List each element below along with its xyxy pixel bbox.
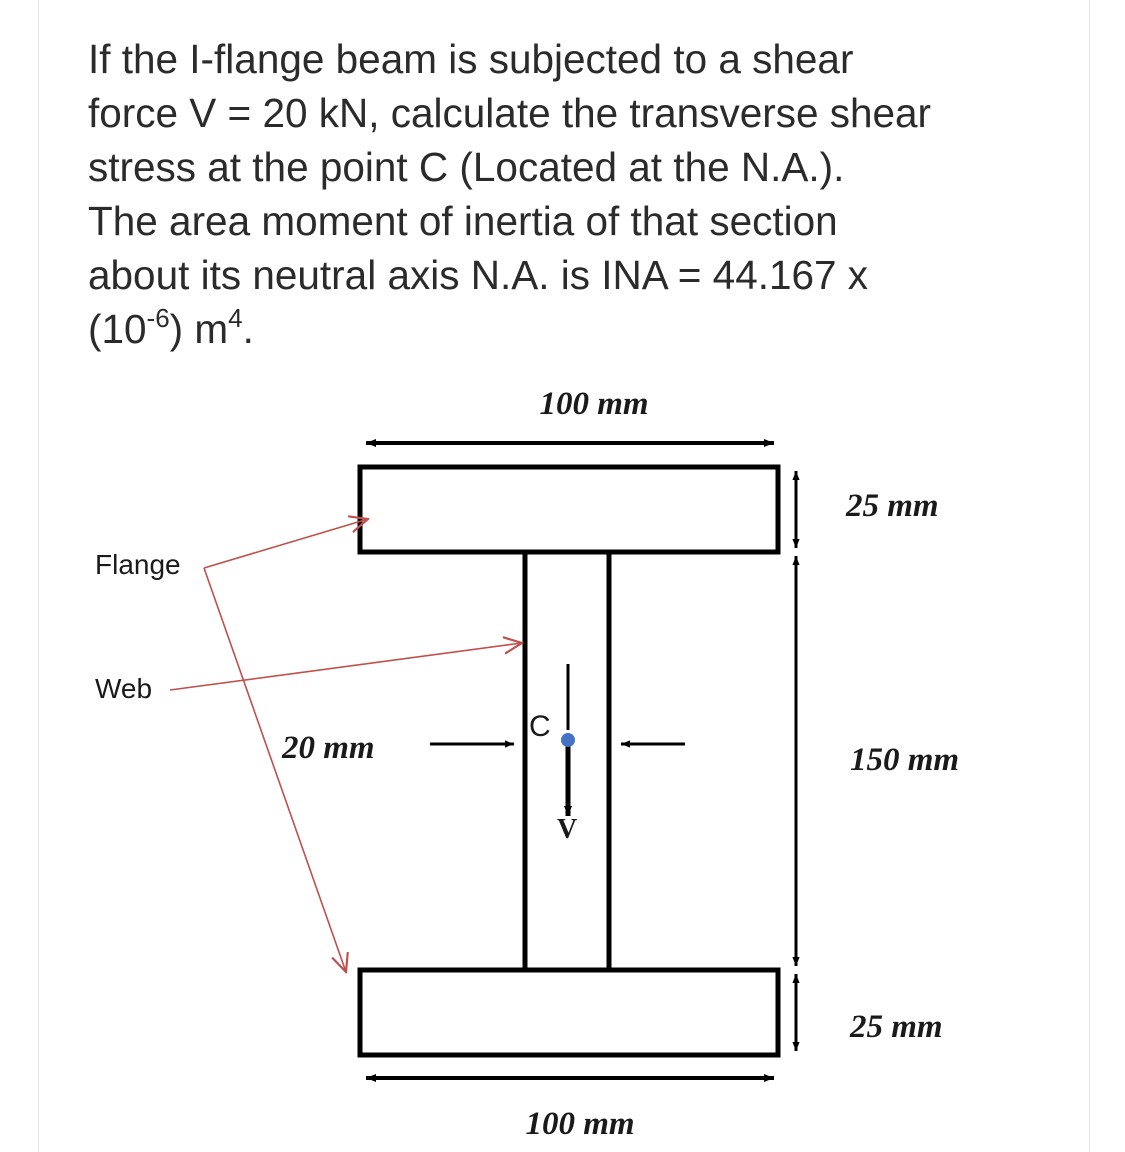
- flange-callout-line-top: [204, 519, 368, 568]
- question-line-4: The area moment of inertia of that section: [88, 198, 838, 244]
- top-flange-thickness-label: 25 mm: [846, 488, 939, 524]
- top-flange: [360, 467, 778, 552]
- question-line-2: force V = 20 kN, calculate the transverse shear: [88, 90, 932, 136]
- flange-label: Flange: [95, 549, 181, 580]
- bottom-flange: [360, 970, 778, 1055]
- bottom-flange-thickness-label: 25 mm: [850, 1009, 943, 1045]
- flange-callout-line-bottom: [204, 568, 346, 972]
- line6-suffix: .: [242, 306, 254, 352]
- question-line-5: about its neutral axis N.A. is INA = 44.167 x: [88, 252, 869, 298]
- point-c-label: C: [529, 710, 551, 743]
- unit-exponent: 4: [228, 302, 243, 333]
- question-line-3: stress at the point C (Located at the N.A.).: [88, 144, 845, 190]
- power-exponent: -6: [146, 302, 170, 333]
- top-width-label: 100 mm: [539, 386, 649, 422]
- web-thickness-label: 20 mm: [282, 730, 375, 766]
- bottom-width-label: 100 mm: [525, 1106, 635, 1142]
- web-height-label: 150 mm: [850, 742, 960, 778]
- shear-force-label: V: [557, 814, 578, 845]
- line6-prefix: (10: [88, 306, 147, 352]
- web-callout-label: Web: [95, 673, 153, 704]
- point-c-marker: [561, 733, 575, 747]
- line6-mid: ) m: [169, 306, 229, 352]
- question-line-1: If the I-flange beam is subjected to a shear: [88, 36, 854, 82]
- web-callout-line: [170, 643, 522, 690]
